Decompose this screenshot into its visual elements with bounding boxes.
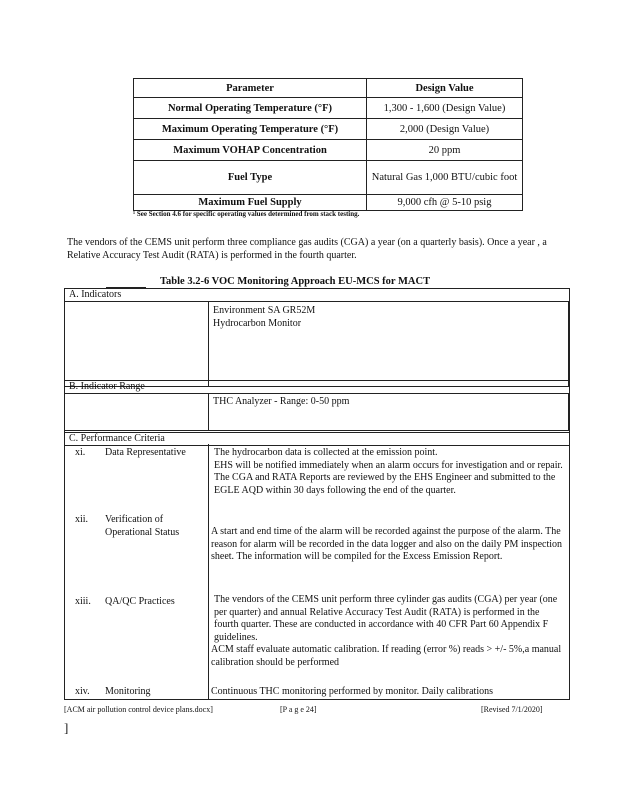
item-text: Continuous THC monitoring performed by monitor. Daily calibrations [211,686,494,697]
value-cell: 2,000 (Design Value) [367,119,523,140]
monitoring-table [64,288,570,700]
value-cell: 1,300 - 1,600 (Design Value) [367,98,523,119]
footer-page-number: [P a g e 24] [280,705,317,714]
indicators-line2: Hydrocarbon Monitor [213,318,302,329]
item-label: Data Representative [105,447,186,458]
param-cell: Maximum Fuel Supply [134,195,367,211]
table-row [134,119,523,140]
item-number: xii. [75,514,89,525]
item-text-2: ACM staff evaluate automatic calibration. If reading (error %) reads > +/- 5%,a manual calibration should be performed [211,644,562,668]
item-label: Verification of Operational Status [105,514,180,538]
value-cell: Natural Gas 1,000 BTU/cubic foot [367,161,523,195]
item-text: The hydrocarbon data is collected at the emission point. EHS will be notified immediately when an alarm occurs for investigation and or repair. The CGA and RATA Reports are reviewed by the EHS Engineer and submitted to the EGLE AQD within 30 days following the end of the quarter. [214,447,563,496]
table-caption: Table 3.2-6 VOC Monitoring Approach EU-MCS for MACT [160,276,431,287]
design-header: Design Value [367,79,523,98]
table-row [134,98,523,119]
table-row [134,140,523,161]
section-a-header: A. Indicators [65,289,569,302]
indicators-line1: Environment SA GR52M [213,305,316,316]
column-divider [208,444,209,699]
item-label: Monitoring [105,686,151,697]
param-cell: Maximum VOHAP Concentration [134,140,367,161]
section-b-header: B. Indicator Range [65,380,569,394]
param-header: Parameter [134,79,367,98]
footer-filename: [ACM air pollution control device plans.docx] [64,705,213,714]
param-cell: Maximum Operating Temperature (°F) [134,119,367,140]
value-cell: 20 ppm [367,140,523,161]
table-row [134,195,523,211]
item-text: A start and end time of the alarm will be recorded against the purpose of the alarm. The reason for alarm will be recorded in the data logger and also on the daily PM inspection sheet. The information will be compiled for the Excess Emission Report. [211,526,563,562]
indicator-range: THC Analyzer - Range: 0-50 ppm [213,396,350,407]
value-cell: 9,000 cfh @ 5-10 psig [367,195,523,211]
parameter-table [133,78,523,211]
trailing-bracket: ] [64,720,69,735]
item-text: The vendors of the CEMS unit perform three cylinder gas audits (CGA) per year (one per quarter) and annual Relative Accuracy Test Audit (RATA) is performed in the fourth quarter. These are conducted in accordance with 40 CFR Part 60 Appendix F guidelines. [214,594,558,643]
item-number: xiv. [75,686,90,697]
item-number: xiii. [75,596,91,607]
body-paragraph: The vendors of the CEMS unit perform three compliance gas audits (CGA) a year (on a quarterly basis). Once a year , a Relative Accuracy Test Audit (RATA) is performed in the fourth quarter. [67,237,547,261]
table-footnote: ¹ See Section 4.6 for specific operating values determined from stack testing. [133,210,360,218]
item-number: xi. [75,447,86,458]
section-c-header: C. Performance Criteria [65,432,569,446]
footer-revision: [Revised 7/1/2020] [481,705,543,714]
table-row [134,161,523,195]
range-left-cell [64,393,209,431]
item-label: QA/QC Practices [105,596,175,607]
param-cell: Fuel Type [134,161,367,195]
indicators-left-cell [64,301,209,387]
param-cell: Normal Operating Temperature (°F) [134,98,367,119]
